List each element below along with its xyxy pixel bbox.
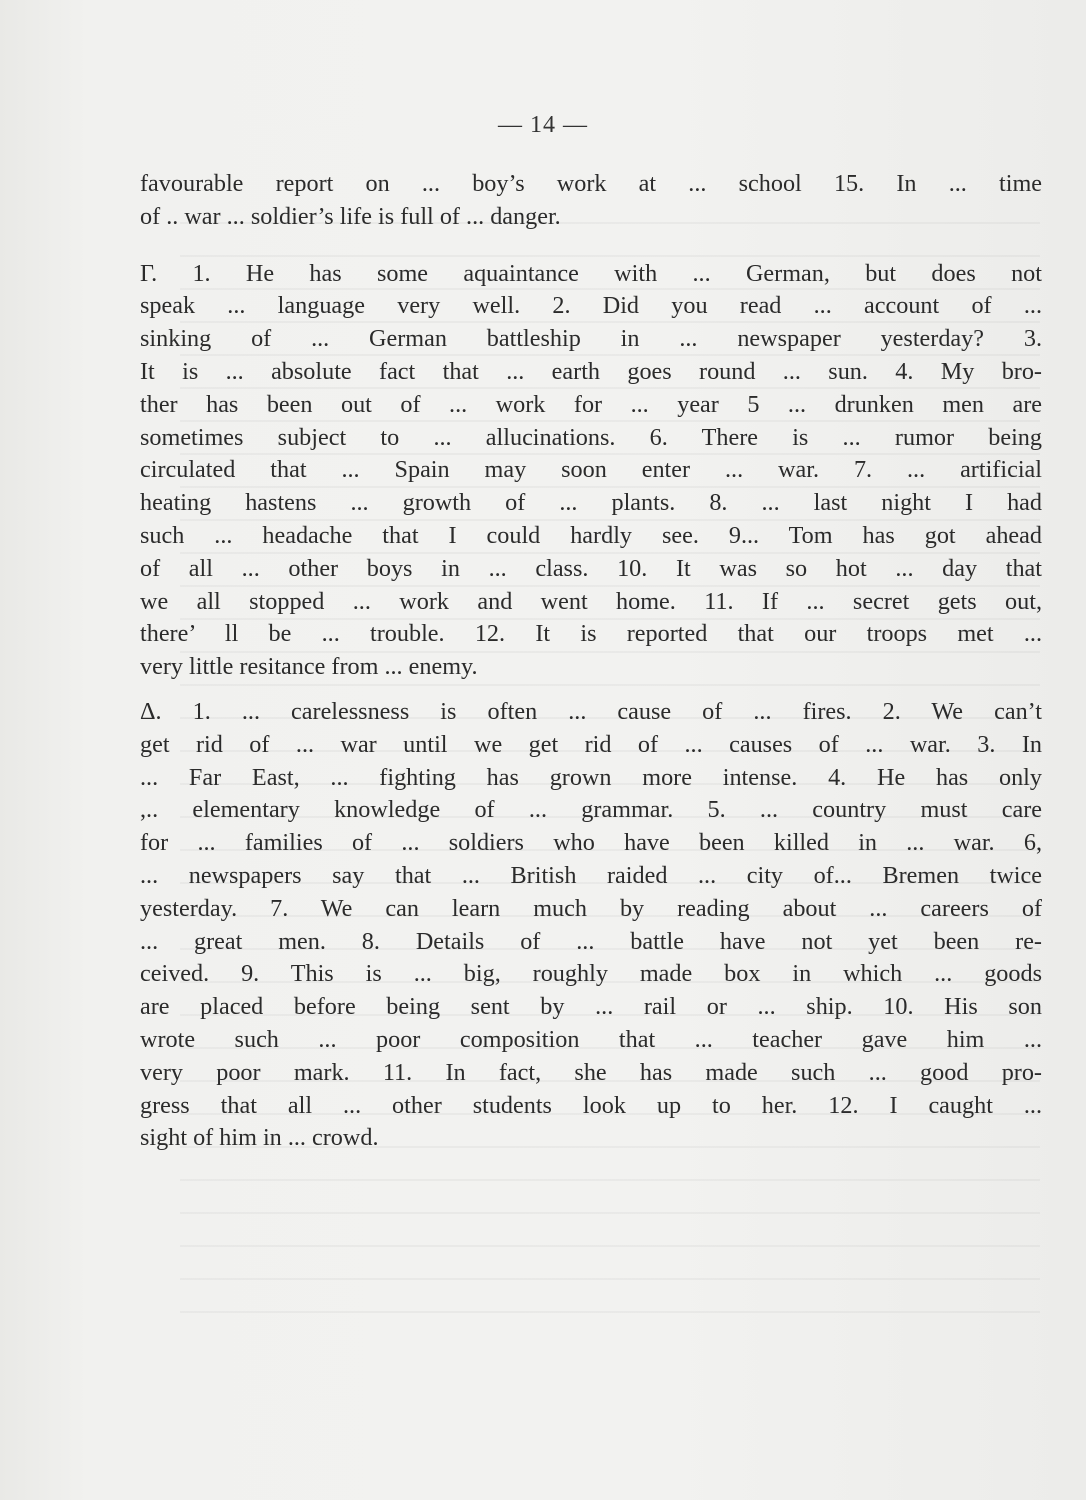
text-line: circulated that ... Spain may soon enter ... war. 7. ... artificial <box>140 456 1042 484</box>
paragraph-intro <box>140 168 1042 234</box>
text-line: favourable report on ... boy’s work at ... school 15. In ... time <box>140 170 1042 197</box>
text-line: we all stopped ... work and went home. 11. If ... secret gets out, <box>140 587 1042 615</box>
text-line: sight of him in ... crowd. <box>140 1124 379 1152</box>
text-line: of all ... other boys in ... class. 10. It was so hot ... day that <box>140 554 1042 582</box>
text-line: wrote such ... poor composition that ... teacher gave him ... <box>140 1025 1042 1053</box>
text-line: ther has been out of ... work for ... year 5 ... drunken men are <box>140 390 1042 418</box>
text-line: speak ... language very well. 2. Did you read ... account of ... <box>140 292 1042 320</box>
text-line: gress that all ... other students look up to her. 12. I caught ... <box>140 1091 1042 1119</box>
text-line: yesterday. 7. We can learn much by reading about ... careers of <box>140 894 1042 922</box>
text-line: Δ. 1. ... carelessness is often ... cause of ... fires. 2. We can’t <box>140 697 1042 725</box>
text-line: such ... headache that I could hardly see. 9... Tom has got ahead <box>140 521 1042 549</box>
text-line: for ... families of ... soldiers who have been killed in ... war. 6, <box>140 829 1042 857</box>
page-content <box>140 168 1042 1155</box>
text-line: get rid of ... war until we get rid of ... causes of ... war. 3. In <box>140 730 1042 758</box>
text-line: ... great men. 8. Details of ... battle have not yet been re- <box>140 927 1042 955</box>
text-line: very poor mark. 11. In fact, she has made such ... good pro- <box>140 1058 1042 1086</box>
text-line: heating hastens ... growth of ... plants. 8. ... last night I had <box>140 489 1042 517</box>
text-line: ,.. elementary knowledge of ... grammar. 5. ... country must care <box>140 796 1042 824</box>
text-line: ceived. 9. This is ... big, roughly made box in which ... goods <box>140 960 1042 988</box>
paragraph-gap <box>140 234 1042 258</box>
text-line: are placed before being sent by ... rail or ... ship. 10. His son <box>140 993 1042 1021</box>
exercise-delta <box>140 696 1042 1155</box>
exercise-gamma <box>140 258 1042 684</box>
text-line: sometimes subject to ... allucinations. 6. There is ... rumor being <box>140 423 1042 451</box>
paragraph-gap <box>140 684 1042 696</box>
text-line: ... newspapers say that ... British raided ... city of... Bremen twice <box>140 861 1042 889</box>
text-line: very little resitance from ... enemy. <box>140 653 478 681</box>
text-line: ... Far East, ... fighting has grown more intense. 4. He has only <box>140 763 1042 791</box>
page-number: — 14 — <box>498 112 588 138</box>
text-line: It is ... absolute fact that ... earth goes round ... sun. 4. My bro- <box>140 357 1042 385</box>
text-line: of .. war ... soldier’s life is full of ... danger. <box>140 202 561 230</box>
text-line: Γ. 1. He has some aquaintance with ... German, but does not <box>140 259 1042 287</box>
text-line: sinking of ... German battleship in ... newspaper yesterday? 3. <box>140 325 1042 353</box>
text-line: there’ ll be ... trouble. 12. It is reported that our troops met ... <box>140 620 1042 648</box>
